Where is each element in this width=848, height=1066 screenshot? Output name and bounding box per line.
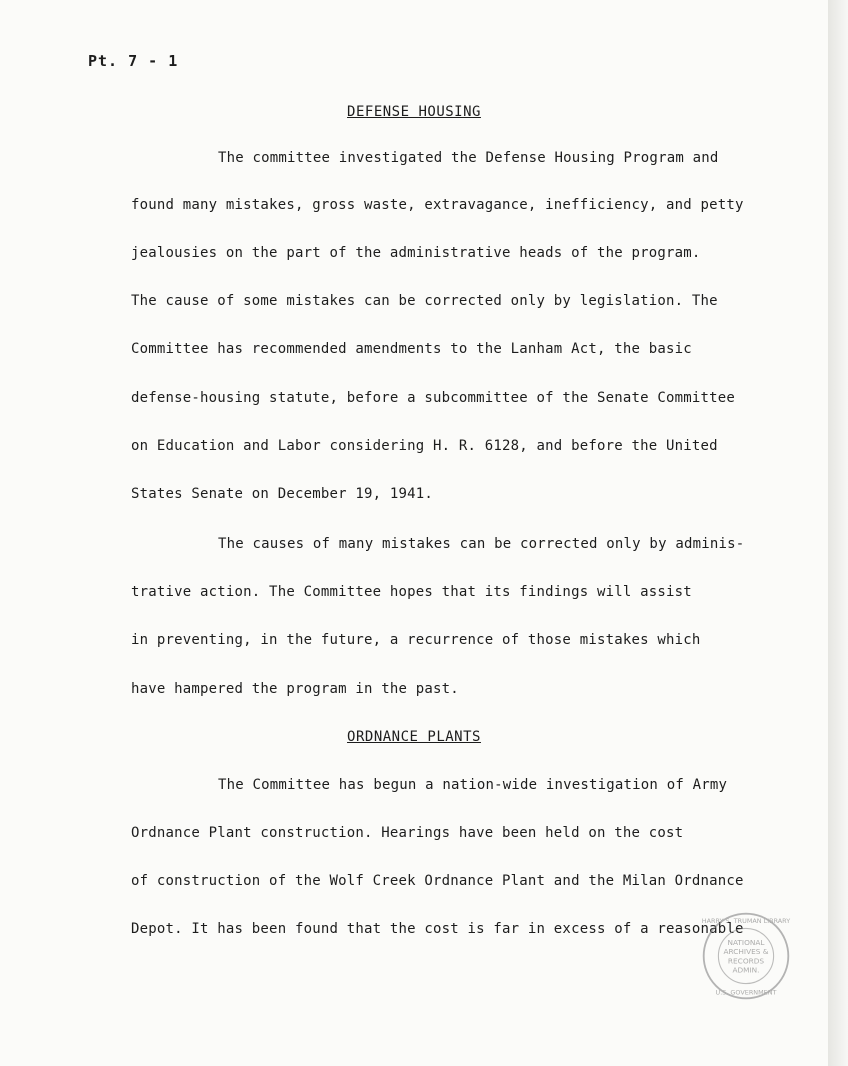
stamp-line: RECORDS [727, 956, 765, 966]
paragraph-line: trative action. The Committee hopes that its findings will assist [131, 584, 692, 600]
stamp-outer-text: HARRY S. TRUMAN LIBRARY [701, 916, 791, 925]
paragraph-line: of construction of the Wolf Creek Ordnance Plant and the Milan Ordnance [131, 873, 744, 889]
section-heading-ordnance-plants: ORDNANCE PLANTS [347, 729, 481, 745]
paragraph-line: jealousies on the part of the administrative heads of the program. [131, 245, 701, 261]
page-number: Pt. 7 - 1 [88, 52, 179, 70]
paragraph-line: The Committee has begun a nation-wide investigation of Army [218, 777, 728, 793]
paragraph-line: found many mistakes, gross waste, extravagance, inefficiency, and petty [131, 197, 744, 213]
paragraph-line: Ordnance Plant construction. Hearings have been held on the cost [131, 825, 684, 841]
stamp-bottom-text: U.S. GOVERNMENT [715, 988, 777, 997]
paragraph-line: Depot. It has been found that the cost is far in excess of a reasonable [131, 921, 744, 937]
paragraph-line: The causes of many mistakes can be corrected only by adminis- [218, 536, 745, 552]
paragraph-line: The committee investigated the Defense Housing Program and [218, 150, 719, 166]
stamp-line: NATIONAL [727, 937, 765, 947]
stamp-line: ADMIN. [732, 965, 760, 975]
paragraph-line: have hampered the program in the past. [131, 681, 459, 697]
paragraph-line: in preventing, in the future, a recurrence of those mistakes which [131, 632, 701, 648]
paragraph-line: States Senate on December 19, 1941. [131, 486, 434, 502]
archive-stamp-seal [700, 910, 792, 1002]
paragraph-line: on Education and Labor considering H. R. 6128, and before the United [131, 438, 718, 454]
paragraph-line: The cause of some mistakes can be corrected only by legislation. The [131, 293, 718, 309]
page-edge-shadow [828, 0, 848, 1066]
section-heading-defense-housing: DEFENSE HOUSING [347, 104, 481, 120]
paragraph-line: Committee has recommended amendments to the Lanham Act, the basic [131, 341, 692, 357]
stamp-line: ARCHIVES & [723, 947, 769, 957]
paragraph-line: defense-housing statute, before a subcommittee of the Senate Committee [131, 390, 736, 406]
